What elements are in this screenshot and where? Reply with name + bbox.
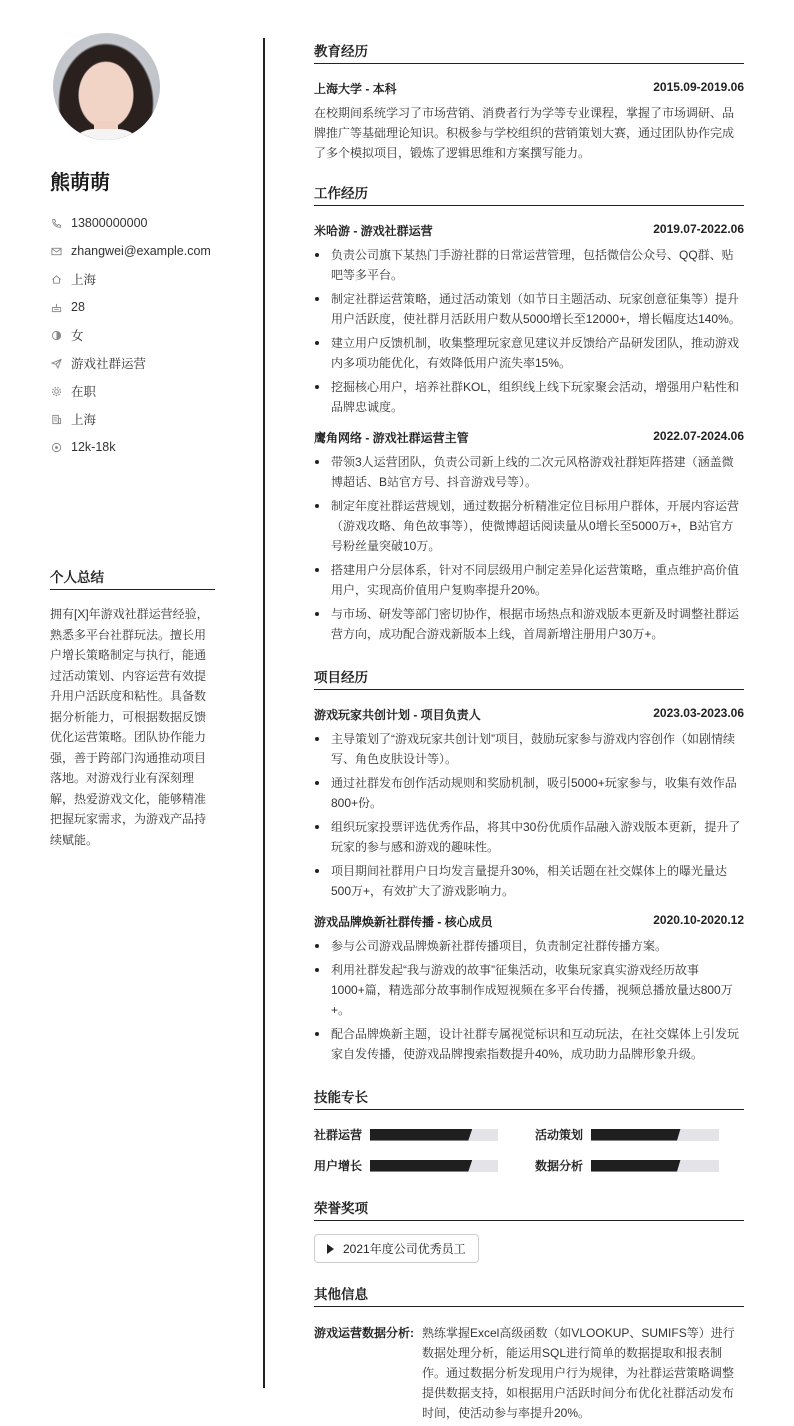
project-bullets (314, 936, 744, 1064)
location-text: 上海 (71, 273, 97, 287)
job-title: 鹰角网络 - 游戏社群运营主管 (314, 431, 469, 445)
profile-name: 熊萌萌 (50, 172, 110, 194)
project-date: 2020.10-2020.12 (653, 913, 744, 927)
skill-bar-fill (370, 1160, 472, 1172)
honors-section (314, 1197, 744, 1263)
job-bullets (314, 245, 744, 417)
other-text: 熟练掌握Excel高级函数（如VLOOKUP、SUMIFS等）进行数据处理分析，能运用SQL进行简单的数据提取和报表制作。通过数据分析发现用户行为规律，为社群运营策略调整提供数据支持，如根据用户活跃时间分布优化社群活动发布时间，使活动参与率提升20%。 (422, 1326, 735, 1420)
project-name: 游戏品牌焕新社群传播 - 核心成员 (314, 915, 493, 929)
project-name: 游戏玩家共创计划 - 项目负责人 (314, 708, 481, 722)
info-work-city (50, 405, 215, 433)
work-section (314, 182, 744, 644)
list-item: 与市场、研发等部门密切协作，根据市场热点和游戏版本更新及时调整社群运营方向，成功配合游戏新版本上线，首周新增注册用户30万+。 (314, 604, 744, 644)
list-item: 组织玩家投票评选优秀作品，将其中30份优质作品融入游戏版本更新，提升了玩家的参与感和游戏的趣味性。 (314, 817, 744, 857)
summary-text: 拥有[X]年游戏社群运营经验，熟悉多平台社群玩法。擅长用户增长策略制定与执行，能通过活动策划、内容运营有效提升用户活跃度和粘性。具备数据分析能力，可根据数据反馈优化运营策略。团队协作能力强，善于跨部门沟通推动项目落地。对游戏行业有深刻理解，热爱游戏文化，能够精准把握玩家需求，为游戏产品持续赋能。 (50, 607, 209, 847)
info-status (50, 377, 215, 405)
position-text: 游戏社群运营 (71, 357, 147, 371)
project-date: 2023.03-2023.06 (653, 706, 744, 720)
job-date: 2019.07-2022.06 (653, 222, 744, 236)
project-head (314, 706, 744, 723)
cake-icon (50, 301, 62, 313)
main-content (314, 40, 744, 1423)
info-age (50, 293, 215, 321)
skill-label: 用户增长 (314, 1159, 363, 1173)
list-item: 挖掘核心用户，培养社群KOL，组织线上线下玩家聚会活动，增强用户粘性和品牌忠诚度。 (314, 377, 744, 417)
honors-title: 荣誉奖项 (314, 1197, 744, 1221)
project-section (314, 666, 744, 1064)
list-item: 参与公司游戏品牌焕新社群传播项目，负责制定社群传播方案。 (314, 936, 744, 956)
education-desc: 在校期间系统学习了市场营销、消费者行为学等专业课程，掌握了市场调研、品牌推广等基础理论知识。积极参与学校组织的营销策划大赛，通过团队协作完成了多个模拟项目，锻炼了逻辑思维和方案撰写能力。 (314, 106, 735, 160)
skill-bar (370, 1129, 498, 1141)
other-item (314, 1323, 744, 1423)
phone-icon (50, 217, 62, 229)
work-title: 工作经历 (314, 182, 744, 206)
list-item: 通过社群发布创作活动规则和奖励机制，吸引5000+玩家参与，收集有效作品800+份。 (314, 773, 744, 813)
money-icon (50, 441, 62, 453)
award-label: 2021年度公司优秀员工 (343, 1242, 466, 1256)
status-text: 在职 (71, 385, 97, 399)
skill-label: 社群运营 (314, 1128, 363, 1142)
skill-item (535, 1157, 744, 1174)
gender-text: 女 (71, 329, 84, 343)
job-bullets (314, 452, 744, 644)
info-gender (50, 321, 215, 349)
list-item: 配合品牌焕新主题，设计社群专属视觉标识和互动玩法，在社交媒体上引发玩家自发传播，使游戏品牌搜索指数提升40%，成功助力品牌形象升级。 (314, 1024, 744, 1064)
summary-section (50, 566, 215, 850)
info-phone (50, 209, 215, 237)
salary-text: 12k-18k (71, 440, 116, 454)
skills-grid (314, 1126, 744, 1174)
list-item: 制定年度社群运营规划，通过数据分析精准定位目标用户群体，开展内容运营（游戏攻略、角色故事等），使微博超话阅读量从0增长至5000万+，B站官方号粉丝量突破10万。 (314, 496, 744, 556)
skills-title: 技能专长 (314, 1086, 744, 1110)
skill-bar-fill (370, 1129, 472, 1141)
play-icon (327, 1244, 334, 1254)
list-item: 利用社群发起“我与游戏的故事”征集活动，收集玩家真实游戏经历故事1000+篇，精选部分故事制作成短视频在多平台传播，视频总播放量达800万+。 (314, 960, 744, 1020)
info-salary (50, 433, 215, 461)
other-section (314, 1283, 744, 1423)
skill-label: 活动策划 (535, 1128, 584, 1142)
skill-label: 数据分析 (535, 1159, 584, 1173)
project-bullets (314, 729, 744, 901)
skill-item (535, 1126, 744, 1143)
summary-title: 个人总结 (50, 566, 215, 590)
skill-bar-fill (591, 1160, 681, 1172)
list-item: 搭建用户分层体系，针对不同层级用户制定差异化运营策略，重点维护高价值用户，实现高价值用户复购率提升20%。 (314, 560, 744, 600)
skill-bar (591, 1160, 719, 1172)
education-date: 2015.09-2019.06 (653, 80, 744, 94)
job-head (314, 222, 744, 239)
list-item: 负责公司旗下某热门手游社群的日常运营管理，包括微信公众号、QQ群、贴吧等多平台。 (314, 245, 744, 285)
skill-item (314, 1157, 535, 1174)
skills-section (314, 1086, 744, 1174)
skill-bar-fill (591, 1129, 681, 1141)
mail-icon (50, 245, 62, 257)
contact-info (50, 209, 215, 461)
gender-icon (50, 329, 62, 341)
info-email (50, 237, 215, 265)
other-label: 游戏运营数据分析: (314, 1326, 414, 1340)
education-title: 教育经历 (314, 40, 744, 64)
job-date: 2022.07-2024.06 (653, 429, 744, 443)
other-title: 其他信息 (314, 1283, 744, 1307)
list-item: 主导策划了“游戏玩家共创计划”项目，鼓励玩家参与游戏内容创作（如剧情续写、角色皮肤设计等）。 (314, 729, 744, 769)
column-divider (263, 38, 265, 1388)
info-position (50, 349, 215, 377)
home-icon (50, 273, 62, 285)
list-item: 制定社群运营策略，通过活动策划（如节日主题活动、玩家创意征集等）提升用户活跃度，使社群月活跃用户数从5000增长至12000+，增长幅度达140%。 (314, 289, 744, 329)
list-item: 项目期间社群用户日均发言量提升30%，相关话题在社交媒体上的曝光量达500万+，有效扩大了游戏影响力。 (314, 861, 744, 901)
job-title: 米哈游 - 游戏社群运营 (314, 224, 433, 238)
email-text: zhangwei@example.com (71, 244, 211, 258)
list-item: 建立用户反馈机制，收集整理玩家意见建议并反馈给产品研发团队，推动游戏内多项功能优化，有效降低用户流失率15%。 (314, 333, 744, 373)
project-head (314, 913, 744, 930)
gear-icon (50, 385, 62, 397)
skill-item (314, 1126, 535, 1143)
send-icon (50, 357, 62, 369)
project-title: 项目经历 (314, 666, 744, 690)
info-location (50, 265, 215, 293)
education-head (314, 80, 744, 97)
profile-sidebar (50, 33, 215, 461)
education-section (314, 40, 744, 163)
school-name: 上海大学 - 本科 (314, 82, 397, 96)
skill-bar (591, 1129, 719, 1141)
phone-text: 13800000000 (71, 216, 148, 230)
list-item: 带领3人运营团队，负责公司新上线的二次元风格游戏社群矩阵搭建（涵盖微博超话、B站官方号、抖音游戏号等）。 (314, 452, 744, 492)
building-icon (50, 413, 62, 425)
job-head (314, 429, 744, 446)
work-city-text: 上海 (71, 413, 97, 427)
skill-bar (370, 1160, 498, 1172)
avatar (53, 33, 160, 140)
award-button[interactable] (314, 1234, 479, 1263)
age-text: 28 (71, 300, 85, 314)
